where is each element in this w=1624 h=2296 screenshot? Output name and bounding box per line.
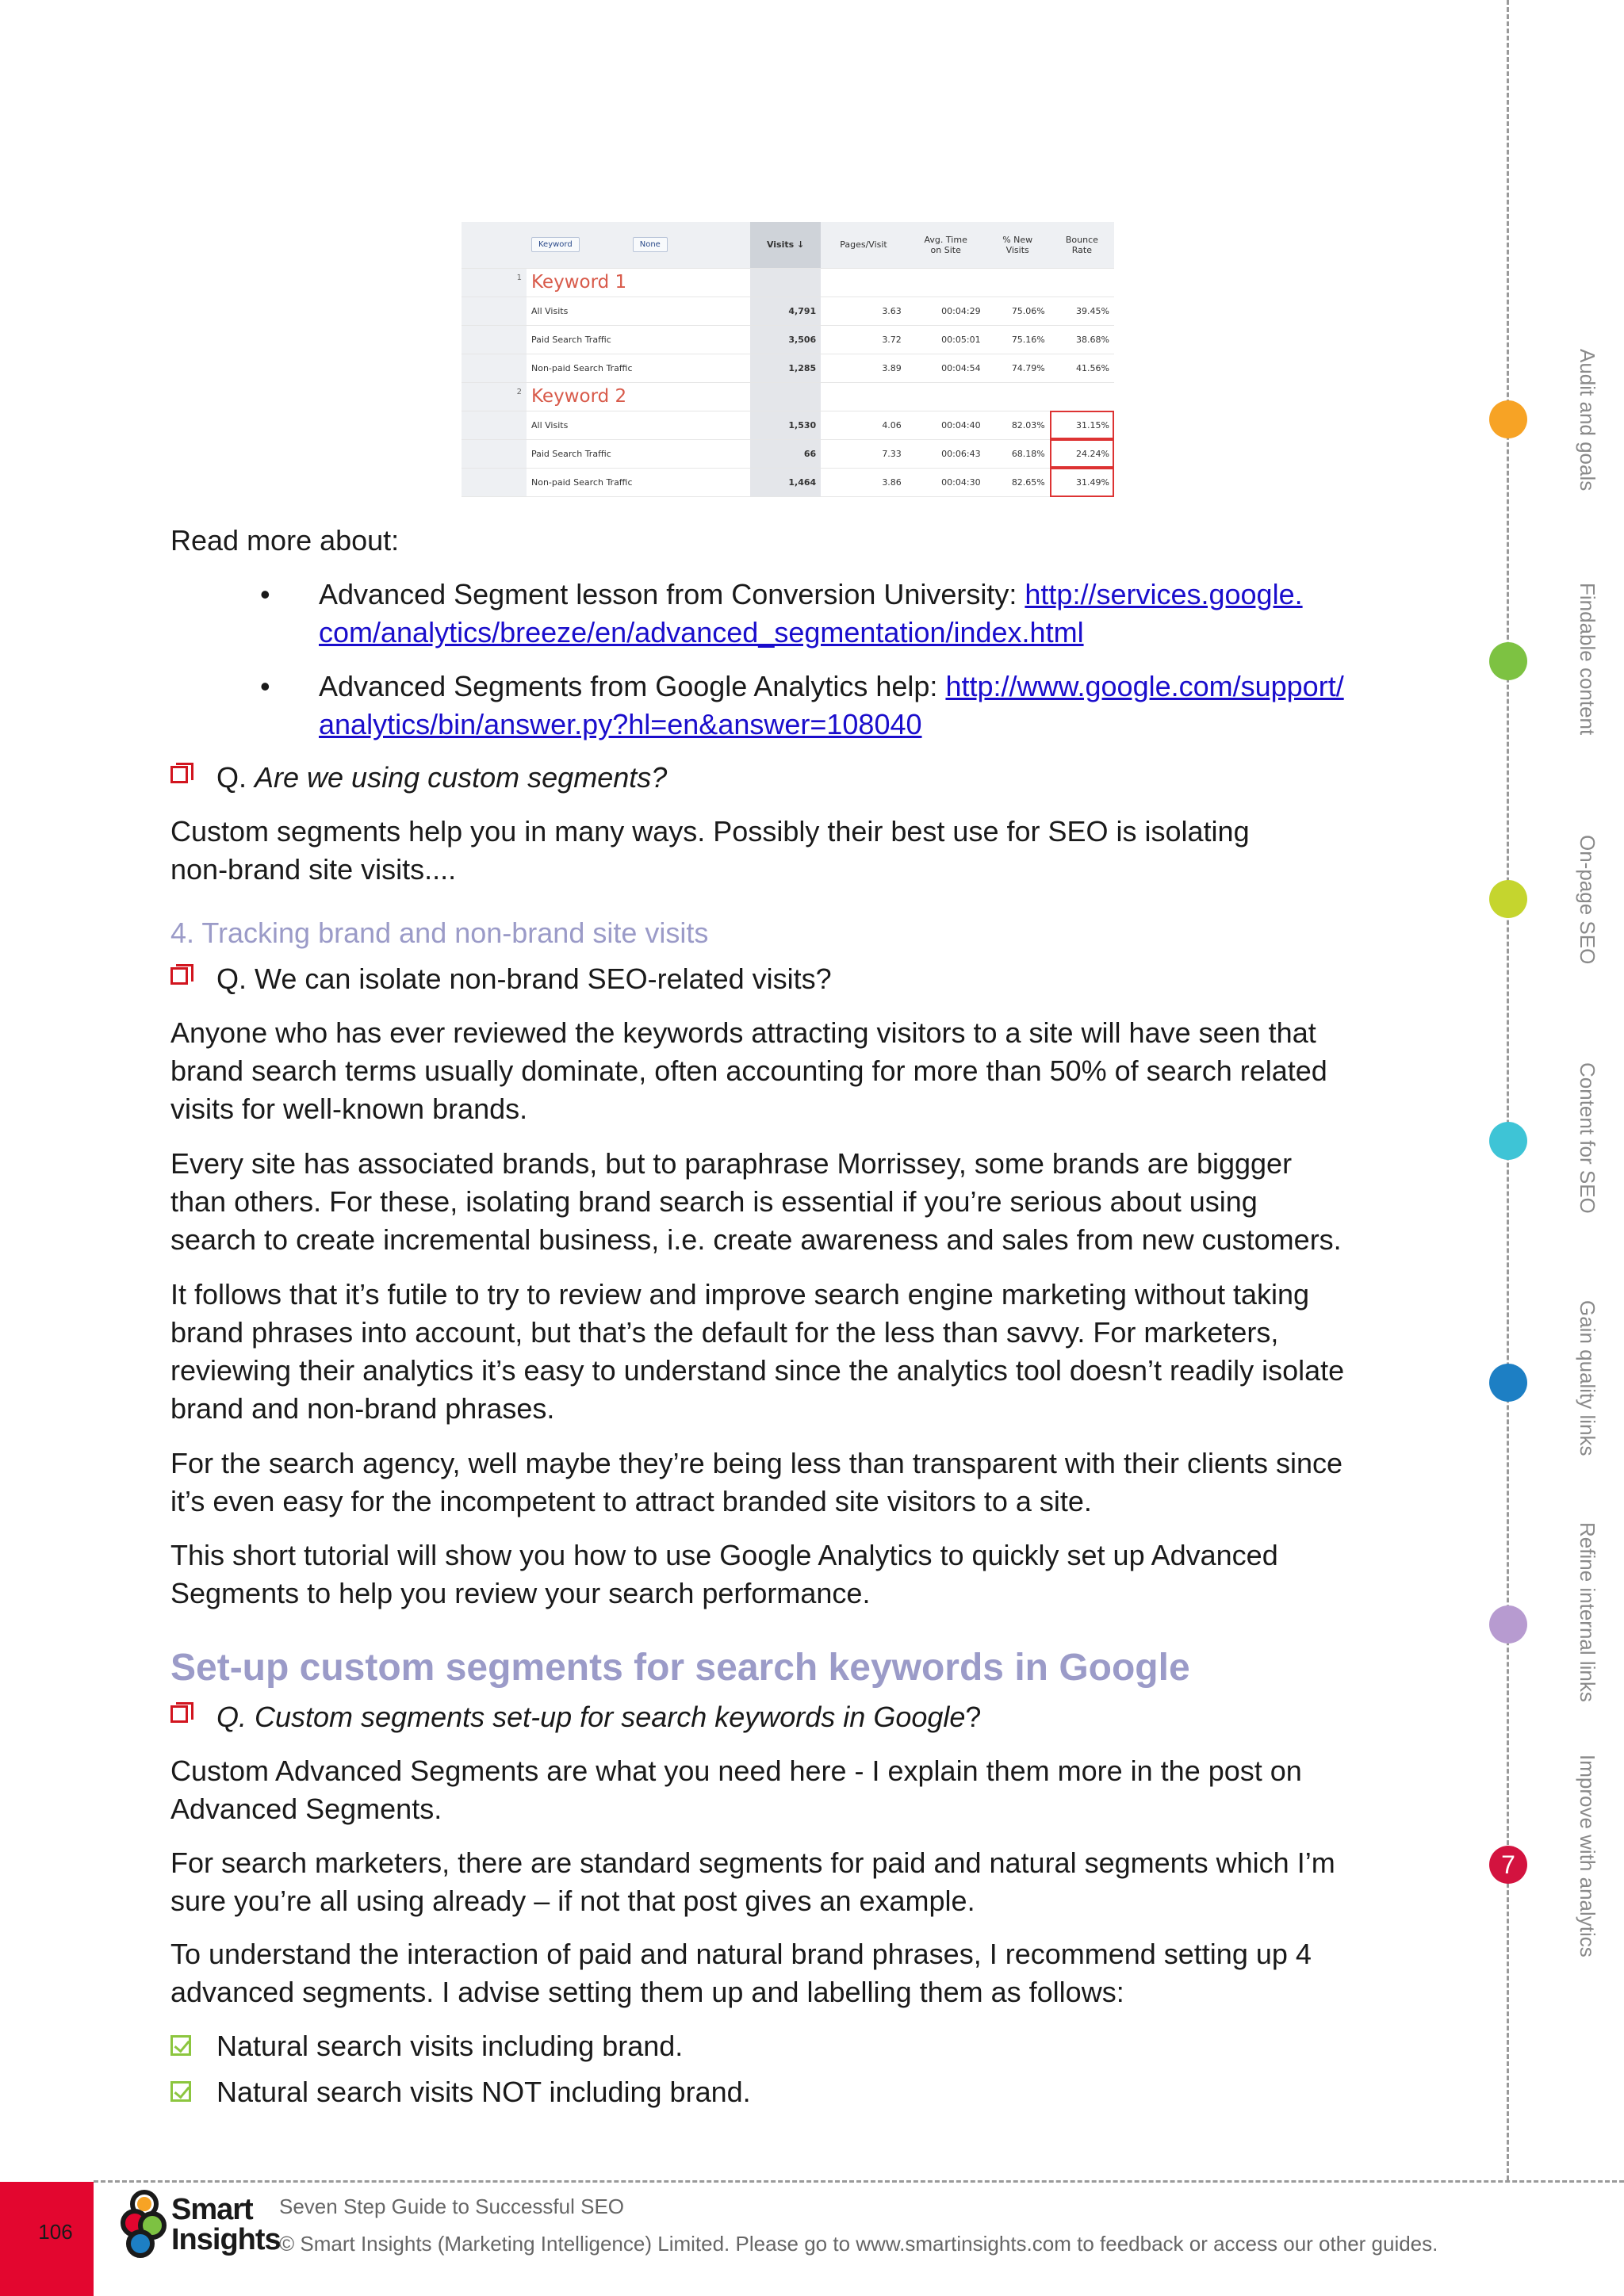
keyword-1-label: Keyword 1 [527, 268, 750, 297]
subsection-heading: 4. Tracking brand and non-brand site visits [170, 916, 709, 949]
footer-divider [94, 2180, 1624, 2183]
custom-segments-paragraph: Custom segments help you in many ways. Possibly their best use for SEO is isolating non-brand site visits.... [170, 815, 1250, 886]
search-marketers-paragraph: For search marketers, there are standard segments for paid and natural segments which I’m sure you’re all using already – if not that post gives an example. [170, 1846, 1335, 1917]
step-label-audit-goals: Audit and goals [1576, 349, 1599, 492]
conversion-university-link-cont[interactable]: com/analytics/breeze/en/advanced_segmentation/index.html [319, 616, 1084, 649]
checked-box-icon [170, 2081, 191, 2102]
step-dot-improve-with-analytics: 7 [1489, 1846, 1527, 1884]
section-heading: Set-up custom segments for search keywords in Google [170, 1647, 1190, 1689]
footer-guide-title: Seven Step Guide to Successful SEO [279, 2195, 625, 2218]
step-label-on-page-seo: On-page SEO [1576, 835, 1599, 965]
question-segments-setup: Q. Custom segments set-up for search keywords in Google? [170, 1698, 1201, 1736]
step-dot-findable-content [1489, 642, 1527, 680]
question-isolate-non-brand: Q. We can isolate non-brand SEO-related visits? [170, 960, 1201, 998]
conversion-university-link[interactable]: http://services.google. [1025, 578, 1303, 610]
new-visits-column-header: % New Visits [986, 222, 1050, 268]
table-row: Non-paid Search Traffic 1,464 3.86 00:04:30 82.65% 31.49% [462, 468, 1114, 496]
step-label-gain-quality-links: Gain quality links [1576, 1300, 1599, 1456]
agency-paragraph: For the search agency, well maybe they’re being less than transparent with their clients since it’s even easy for the incompetent to attract branded site visitors to a site. [170, 1447, 1343, 1517]
table-row: Paid Search Traffic 3,506 3.72 00:05:01 75.16% 38.68% [462, 325, 1114, 354]
tutorial-paragraph: This short tutorial will show you how to use Google Analytics to quickly set up Advanced Segments to help you review your search performance. [170, 1539, 1278, 1609]
step-label-improve-with-analytics: Improve with analytics [1576, 1755, 1599, 1957]
bullet-icon: • [260, 578, 270, 610]
none-dimension-chip: None [633, 237, 668, 252]
every-site-paragraph: Every site has associated brands, but to paraphrase Morrissey, some brands are biggger than others. For these, isolating brand search is essential if you’re serious about using search to create incremental business, i.e. create awareness and sales from new customers. [170, 1147, 1342, 1256]
step-dot-content-for-seo [1489, 1122, 1527, 1160]
smart-insights-logo-icon [121, 2190, 168, 2261]
question-custom-segments: Q. Are we using custom segments? [170, 759, 1122, 797]
step-label-content-for-seo: Content for SEO [1576, 1062, 1599, 1214]
keyword-group-row: 2 Keyword 2 [462, 382, 1114, 411]
page-number: 106 [38, 2220, 73, 2244]
checklist-item: Natural search visits NOT including brand. [170, 2073, 1122, 2111]
keyword-group-row: 1 Keyword 1 [462, 268, 1114, 297]
step-label-refine-internal-links: Refine internal links [1576, 1522, 1599, 1702]
table-row: All Visits 1,530 4.06 00:04:40 82.03% 31.15% [462, 411, 1114, 439]
step-dot-audit-goals [1489, 400, 1527, 438]
avg-time-column-header: Avg. Time on Site [906, 222, 986, 268]
keyword-dimension-chip: Keyword [531, 237, 580, 252]
custom-advanced-paragraph: Custom Advanced Segments are what you need here - I explain them more in the post on Advanced Segments. [170, 1755, 1302, 1825]
highlighted-bounce-cell: 31.49% [1050, 468, 1114, 496]
step-dot-refine-internal-links [1489, 1605, 1527, 1644]
table-row: Non-paid Search Traffic 1,285 3.89 00:04:54 74.79% 41.56% [462, 354, 1114, 382]
understand-paragraph: To understand the interaction of paid and natural brand phrases, I recommend setting up 4 advanced segments. I advise setting them up and labelling them as follows: [170, 1938, 1312, 2008]
checkbox-square-icon [170, 967, 188, 985]
keyword-2-label: Keyword 2 [527, 382, 750, 411]
footer-copyright: © Smart Insights (Marketing Intelligence) Limited. Please go to www.smartinsights.com to feedback or access our other guides. [279, 2232, 1438, 2256]
step-label-findable-content: Findable content [1576, 583, 1599, 736]
analytics-help-link[interactable]: http://www.google.com/support/ [945, 670, 1344, 702]
checkbox-square-icon [170, 766, 188, 783]
bounce-rate-column-header: Bounce Rate [1050, 222, 1114, 268]
it-follows-paragraph: It follows that it’s futile to try to review and improve search engine marketing without taking brand phrases into account, but that’s the default for the less than savvy. For marketers, reviewing their analytics it’s easy to understand since the analytics tool doesn’t readily isolate brand and non-brand phrases. [170, 1278, 1345, 1425]
analytics-help-link-cont[interactable]: analytics/bin/answer.py?hl=en&answer=108040 [319, 708, 922, 740]
step-dot-on-page-seo [1489, 880, 1527, 918]
table-row: Paid Search Traffic 66 7.33 00:06:43 68.18% 24.24% [462, 439, 1114, 468]
visits-column-header: Visits ↓ [750, 222, 821, 268]
logo-text-smart: Smart [171, 2193, 253, 2226]
bullet-icon: • [260, 670, 270, 702]
highlighted-bounce-cell: 31.15% [1050, 411, 1114, 439]
analytics-keyword-table [462, 222, 1114, 497]
logo-text-insights: Insights [171, 2223, 281, 2256]
checked-box-icon [170, 2035, 191, 2056]
step-dot-gain-quality-links [1489, 1364, 1527, 1402]
anyone-paragraph: Anyone who has ever reviewed the keywords attracting visitors to a site will have seen that brand search terms usually dominate, often accounting for more than 50% of search related visits for well-known brands. [170, 1016, 1327, 1125]
read-more-intro: Read more about: [170, 524, 400, 557]
checklist-item: Natural search visits including brand. [170, 2027, 1122, 2065]
pages-visit-column-header: Pages/Visit [821, 222, 906, 268]
highlighted-bounce-cell: 24.24% [1050, 439, 1114, 468]
checkbox-square-icon [170, 1705, 188, 1723]
table-row: All Visits 4,791 3.63 00:04:29 75.06% 39.45% [462, 297, 1114, 325]
